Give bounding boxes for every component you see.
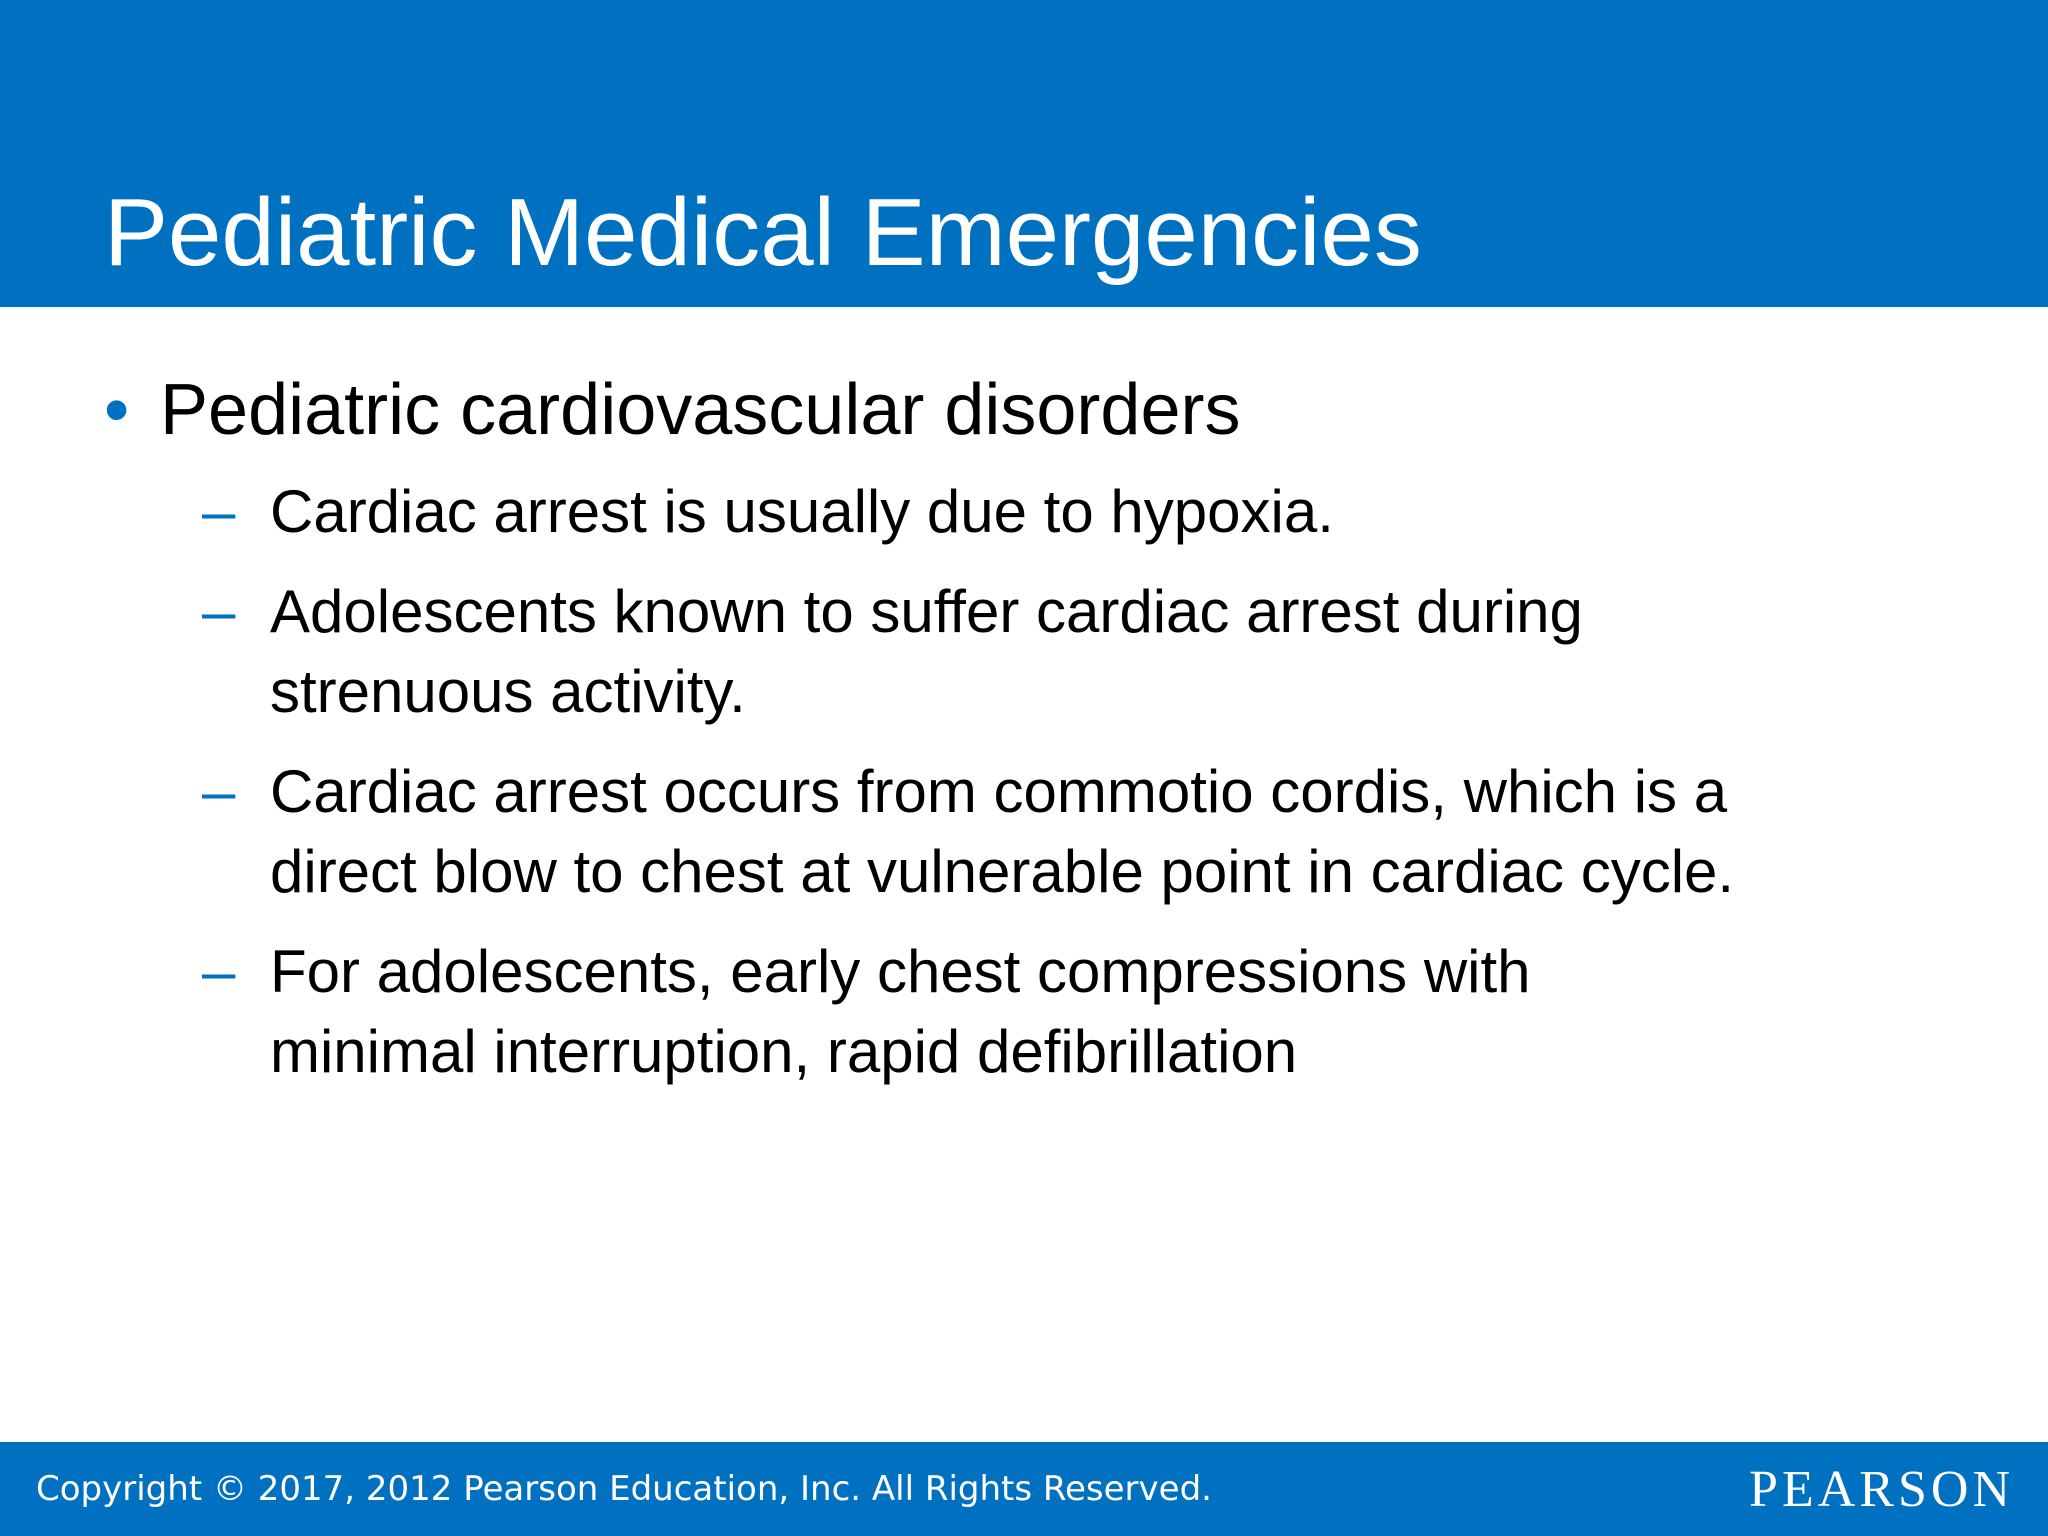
dash-marker: – [202, 758, 236, 825]
sub-bullet-line: strenuous activity. [270, 658, 746, 725]
sub-bullet-text [270, 932, 1990, 1092]
sub-bullet-line: Cardiac arrest is usually due to hypoxia. [270, 478, 1334, 545]
sub-bullet-text [270, 572, 1990, 732]
sub-bullet-text [270, 472, 1990, 552]
dash-marker: – [202, 578, 236, 645]
sub-bullet-text [270, 752, 1990, 912]
sub-bullet-line: direct blow to chest at vulnerable point in cardiac cycle. [270, 838, 1735, 905]
bullet-text: Pediatric cardiovascular disorders [160, 370, 1241, 450]
slide-title: Pediatric Medical Emergencies [104, 179, 1422, 286]
sub-bullet-line: Adolescents known to suffer cardiac arrest during [270, 578, 1583, 645]
bullet-marker: • [104, 370, 130, 450]
footer-bar [0, 1442, 2048, 1536]
dash-marker: – [202, 938, 236, 1005]
dash-marker: – [202, 478, 236, 545]
sub-bullet-line: For adolescents, early chest compressions with [270, 938, 1531, 1005]
sub-bullet-line: minimal interruption, rapid defibrillation [270, 1018, 1298, 1085]
title-bar [0, 0, 2048, 307]
pearson-logo: PEARSON [1749, 1461, 2014, 1518]
sub-bullet-line: Cardiac arrest occurs from commotio cordis, which is a [270, 758, 1728, 825]
copyright-notice: Copyright © 2017, 2012 Pearson Education, Inc. All Rights Reserved. [36, 1469, 1212, 1509]
